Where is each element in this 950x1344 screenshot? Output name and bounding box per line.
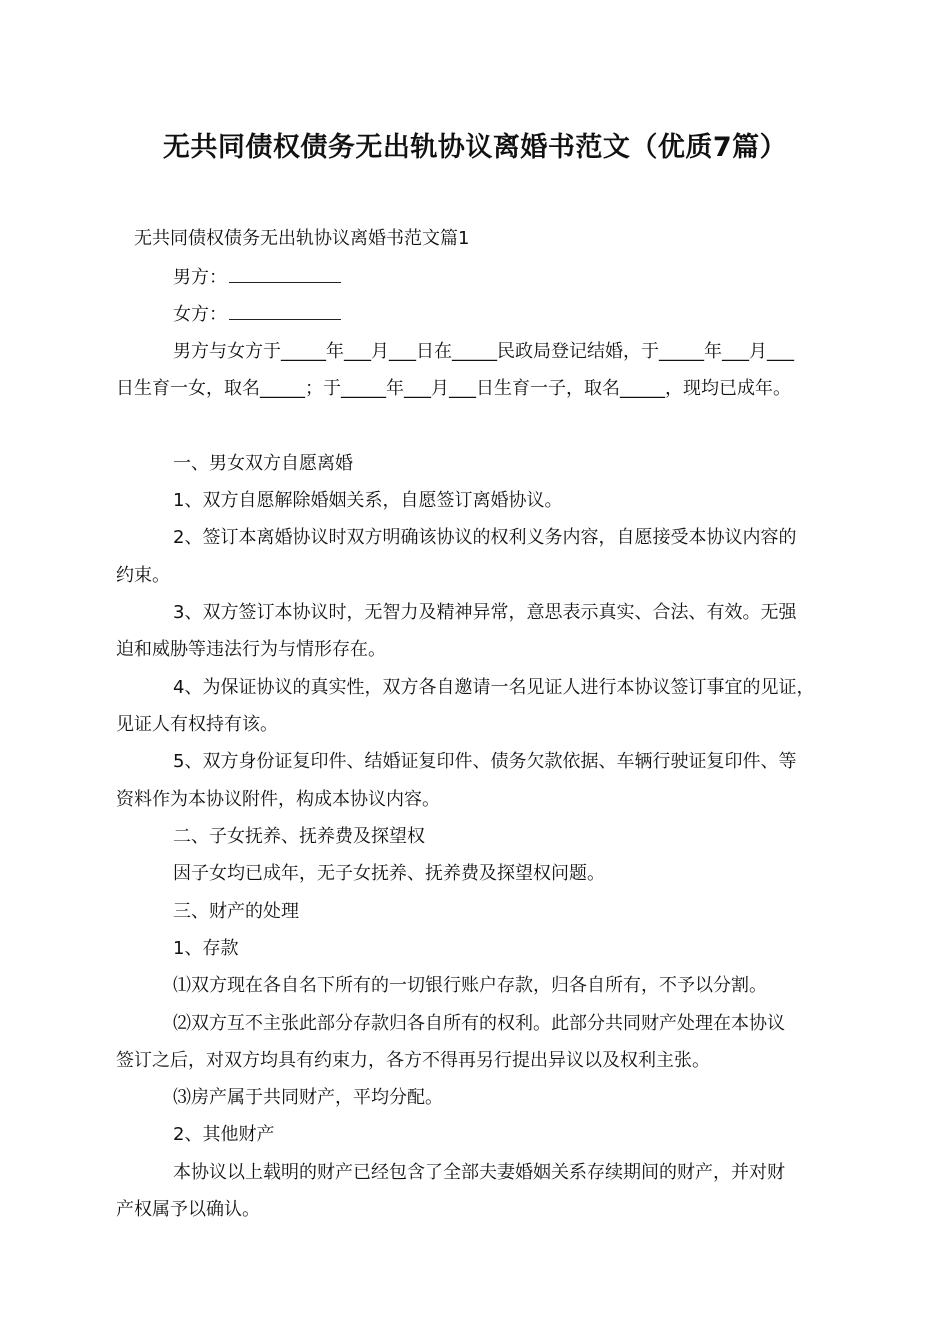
female-blank-field bbox=[229, 301, 341, 320]
subsection-heading: 1、存款 bbox=[173, 938, 239, 959]
body-line: 3、双方签订本协议时，无智力及精神异常，意思表示真实、合法、有效。无强 bbox=[173, 602, 797, 623]
document-title: 无共同债权债务无出轨协议离婚书范文（优质7篇） bbox=[162, 132, 788, 163]
body-line: 约束。 bbox=[116, 565, 170, 586]
body-line: 因子女均已成年，无子女抚养、抚养费及探望权问题。 bbox=[173, 863, 605, 884]
section-subtitle: 无共同债权债务无出轨协议离婚书范文篇1 bbox=[134, 228, 470, 249]
body-line: 见证人有权持有该。 bbox=[116, 714, 278, 735]
section-heading: 三、财产的处理 bbox=[173, 901, 299, 922]
subsection-heading: 2、其他财产 bbox=[173, 1124, 275, 1145]
body-line: 本协议以上载明的财产已经包含了全部夫妻婚姻关系存续期间的财产，并对财 bbox=[173, 1162, 785, 1183]
body-line: 迫和威胁等违法行为与情形存在。 bbox=[116, 639, 386, 660]
body-line: 日生育一女，取名_____；于_____年___月___日生育一子，取名_____，现均已成年。 bbox=[116, 378, 791, 399]
section-heading: 一、男女双方自愿离婚 bbox=[173, 453, 353, 474]
section-heading: 二、子女抚养、抚养费及探望权 bbox=[173, 826, 425, 847]
female-label: 女方： bbox=[173, 304, 227, 325]
body-line: ⑶房产属于共同财产，平均分配。 bbox=[173, 1087, 443, 1108]
female-field-row bbox=[173, 301, 836, 328]
body-line: 2、签订本离婚协议时双方明确该协议的权利义务内容，自愿接受本协议内容的 bbox=[173, 527, 797, 548]
male-field-row bbox=[173, 264, 836, 291]
body-line: 4、为保证协议的真实性，双方各自邀请一名见证人进行本协议签订事宜的见证， bbox=[173, 677, 815, 698]
male-label: 男方： bbox=[173, 267, 227, 288]
body-line: 男方与女方于_____年___月___日在_____民政局登记结婚，于_____年___月___ bbox=[173, 341, 794, 362]
male-blank-field bbox=[229, 264, 341, 283]
body-line: 5、双方身份证复印件、结婚证复印件、债务欠款依据、车辆行驶证复印件、等 bbox=[173, 751, 797, 772]
body-line: ⑵双方互不主张此部分存款归各自所有的权利。此部分共同财产处理在本协议 bbox=[173, 1013, 785, 1034]
body-line: 1、双方自愿解除婚姻关系，自愿签订离婚协议。 bbox=[173, 490, 563, 511]
body-line: 产权属予以确认。 bbox=[116, 1199, 260, 1220]
body-line: 签订之后，对双方均具有约束力，各方不得再另行提出异议以及权利主张。 bbox=[116, 1050, 710, 1071]
body-line: 资料作为本协议附件，构成本协议内容。 bbox=[116, 789, 440, 810]
body-line: ⑴双方现在各自名下所有的一切银行账户存款，归各自所有，不予以分割。 bbox=[173, 975, 767, 996]
